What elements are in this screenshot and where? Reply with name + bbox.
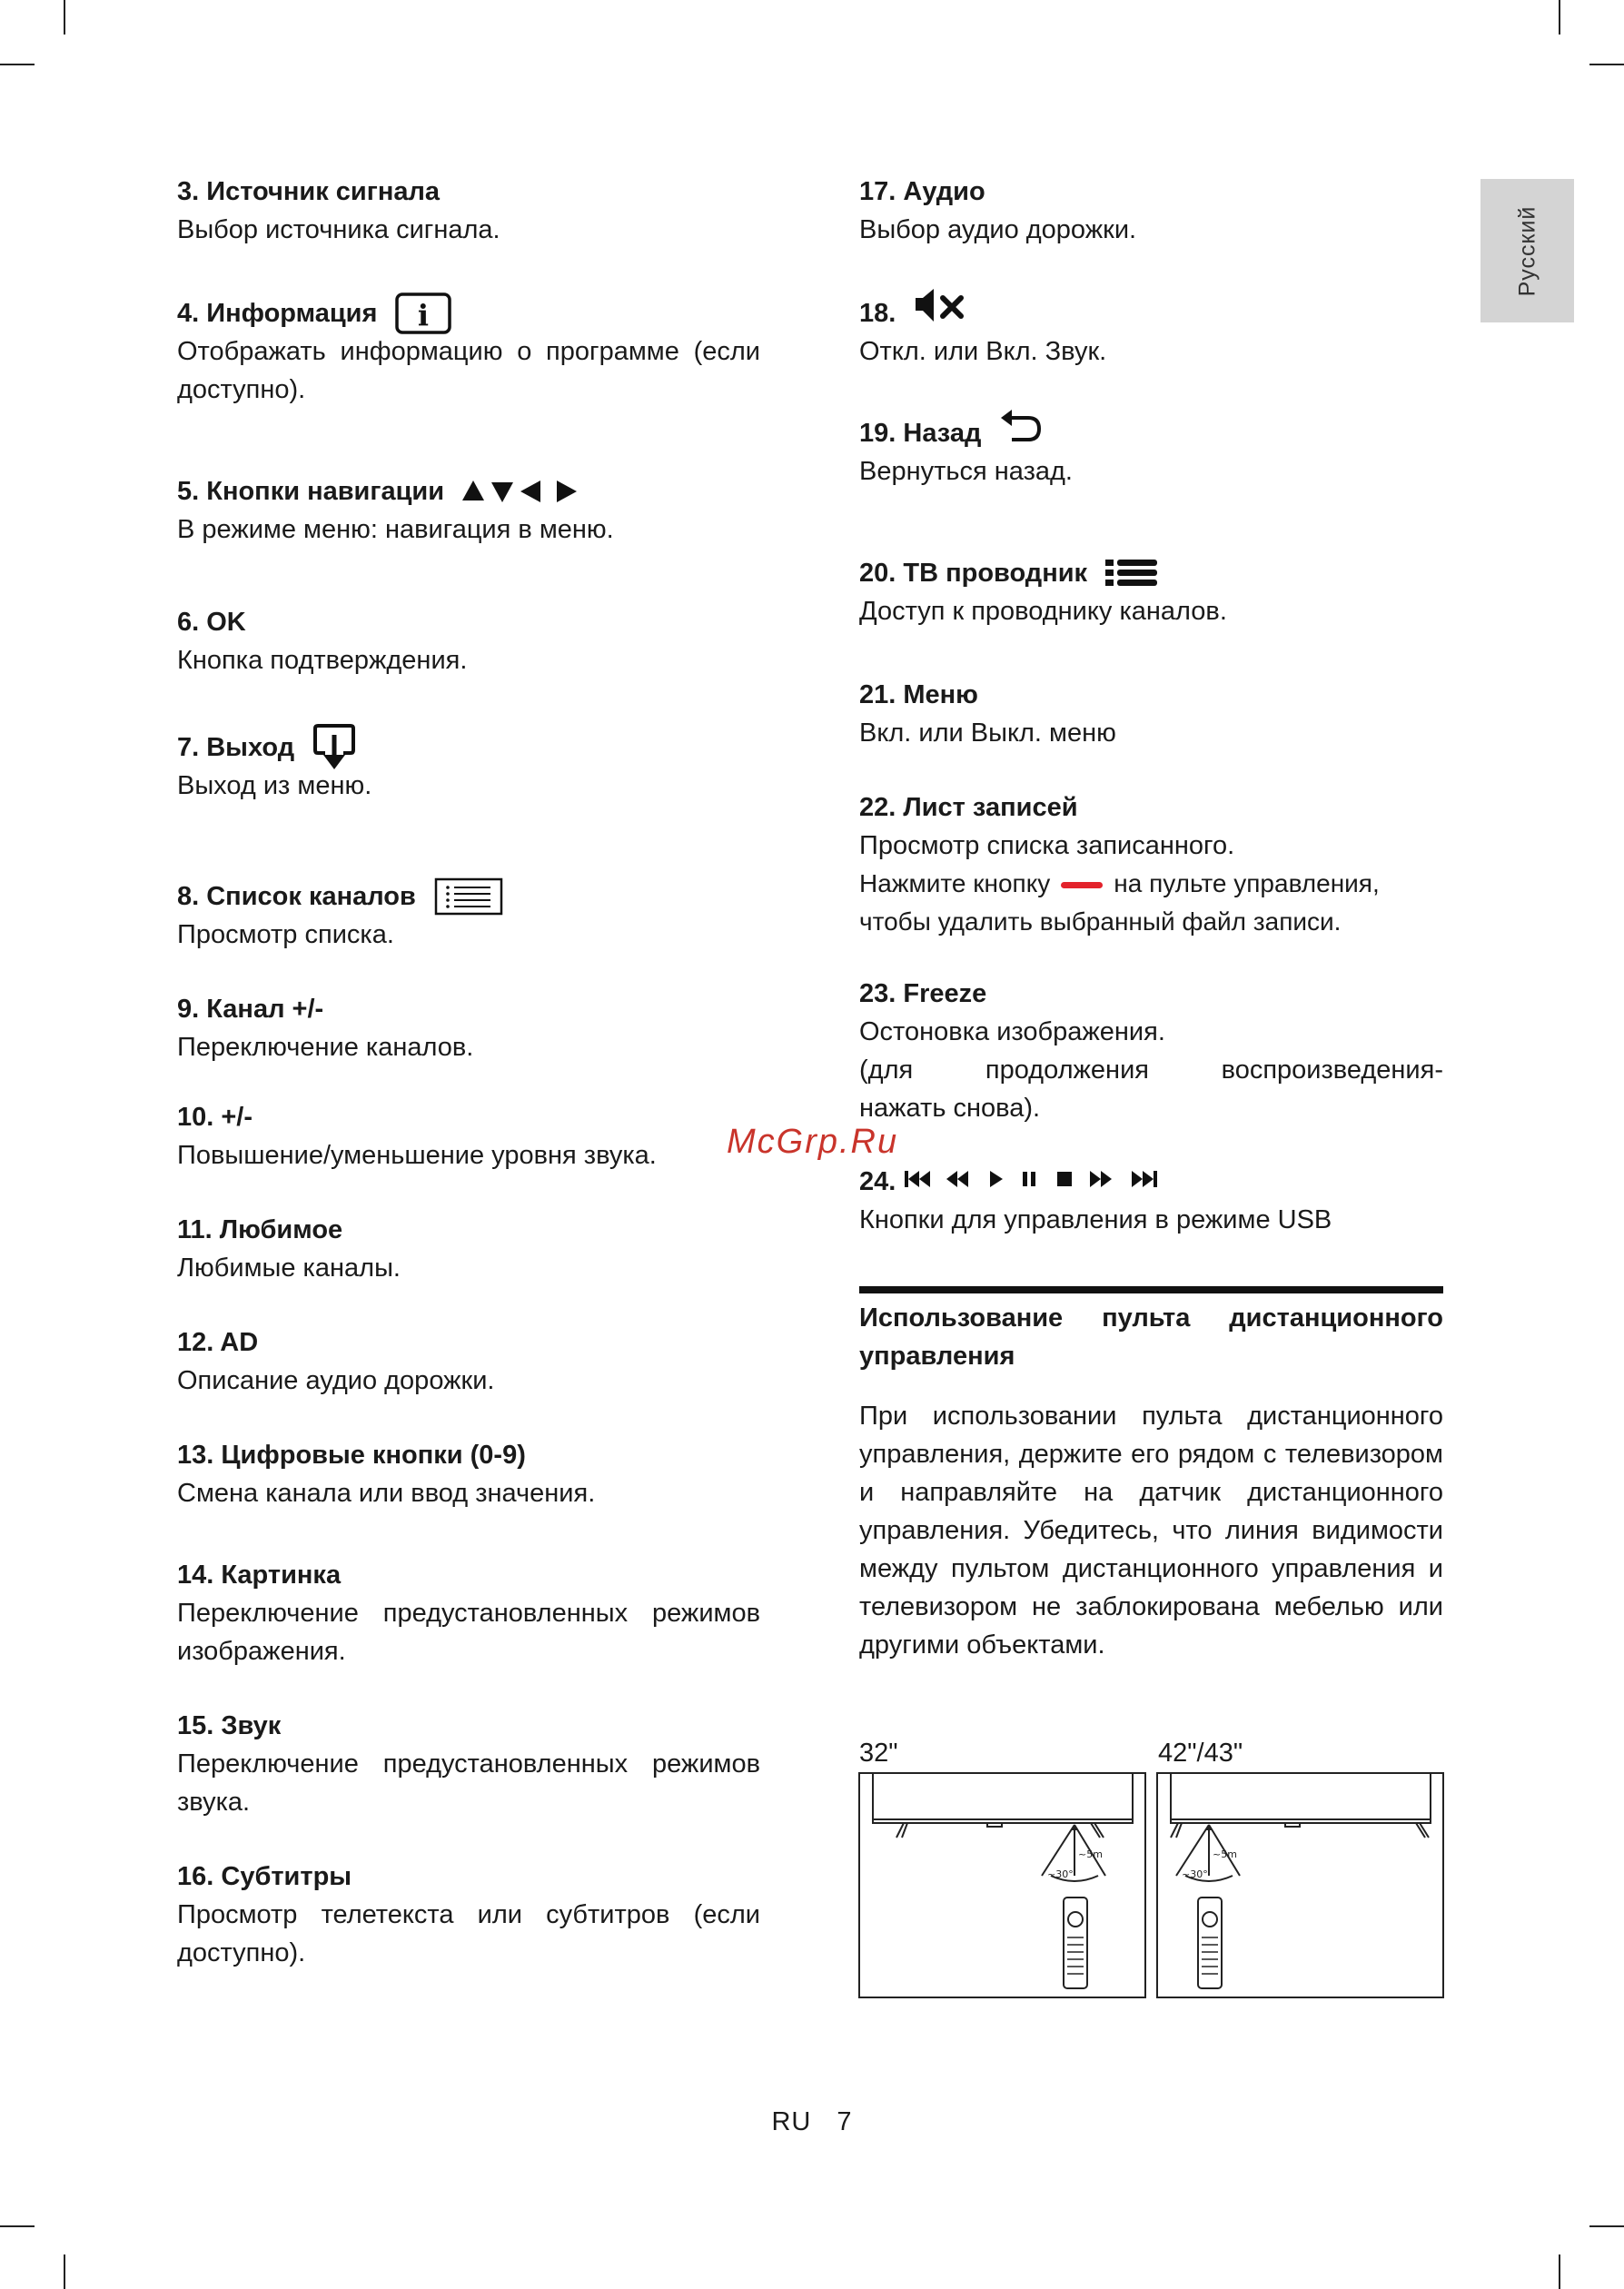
page-number: 7 (837, 2107, 853, 2136)
list-item (177, 990, 760, 1066)
back-icon (999, 409, 1043, 445)
list-item (177, 472, 760, 549)
crop-mark (1589, 2225, 1624, 2227)
list-item (177, 603, 760, 679)
crop-mark (0, 2225, 35, 2227)
list-item (859, 294, 1443, 371)
footer-language: RU (771, 2107, 812, 2136)
guide-icon (1105, 558, 1158, 589)
list-item (859, 975, 1443, 1127)
svg-text:i: i (418, 298, 430, 332)
mute-icon (914, 287, 966, 323)
item-heading: 15. Звук (177, 1711, 282, 1740)
navigation-arrows-icon (462, 479, 579, 504)
list-item (859, 173, 1443, 249)
item-note (859, 865, 1443, 903)
list-item (859, 1163, 1443, 1239)
item-description: Любимые каналы. (177, 1254, 401, 1283)
item-description: Описание аудио дорожки. (177, 1366, 495, 1395)
language-tab (1480, 179, 1574, 322)
item-description: Выбор аудио дорожки. (859, 215, 1137, 244)
item-description: Переключение каналов. (177, 1033, 474, 1062)
list-item (177, 877, 760, 954)
item-heading: 4. Информация (177, 299, 378, 328)
list-item (859, 554, 1443, 630)
item-description: Просмотр списка. (177, 920, 394, 949)
exit-icon (312, 724, 356, 771)
item-note-line: чтобы удалить выбранный файл записи. (859, 907, 1342, 936)
item-description: Переключение предустановленных режимов изображения. (177, 1599, 760, 1666)
item-heading: 20. ТВ проводник (859, 559, 1088, 588)
crop-mark (0, 64, 35, 65)
item-note-text: Нажмите кнопку (859, 869, 1051, 897)
item-description: Повышение/уменьшение уровня звука. (177, 1141, 657, 1170)
section-title (859, 1286, 1443, 1375)
item-heading: 14. Картинка (177, 1561, 342, 1590)
remote-range-diagram-32 (858, 1772, 1146, 1998)
info-icon (395, 292, 451, 334)
item-description: Переключение предустановленных режимов звука. (177, 1749, 760, 1817)
item-heading: 13. Цифровые кнопки (0-9) (177, 1441, 526, 1470)
item-heading: 12. AD (177, 1328, 259, 1357)
language-tab-label: Русский (1513, 205, 1540, 296)
item-heading: 9. Канал +/- (177, 995, 324, 1024)
list-item (177, 294, 760, 409)
usb-playback-controls-icon (903, 1167, 1172, 1191)
list-item (177, 1858, 760, 1972)
item-description: Просмотр телетекста или субтитров (если доступно). (177, 1900, 760, 1967)
item-description: нажать снова). (859, 1094, 1041, 1123)
item-description: Откл. или Вкл. Звук. (859, 337, 1107, 366)
list-item (859, 414, 1443, 490)
crop-mark (64, 0, 65, 35)
item-description: Просмотр списка записанного. (859, 831, 1235, 860)
item-description: Вернуться назад. (859, 457, 1073, 486)
item-note-text: на пульте управления, (1114, 869, 1380, 897)
item-description: Смена канала или ввод значения. (177, 1479, 596, 1508)
item-heading: 16. Субтитры (177, 1862, 352, 1891)
item-heading: 21. Меню (859, 680, 978, 709)
item-heading: 8. Список каналов (177, 882, 416, 911)
item-heading: 24. (859, 1167, 896, 1196)
item-description: В режиме меню: навигация в меню. (177, 515, 614, 544)
crop-mark (1559, 0, 1560, 35)
item-heading: 23. Freeze (859, 979, 987, 1008)
item-heading: 6. OK (177, 608, 246, 637)
item-heading: 11. Любимое (177, 1215, 343, 1244)
angle-label: ~30° (1182, 1868, 1208, 1880)
list-item (177, 1323, 760, 1400)
tv-remote-illustration (860, 1774, 1144, 1997)
list-item (177, 1707, 760, 1821)
item-heading: 7. Выход (177, 733, 295, 762)
list-item (177, 1436, 760, 1512)
item-description: Выбор источника сигнала. (177, 215, 500, 244)
distance-label: ~5m (1213, 1848, 1237, 1860)
item-description: (для продолжения воспроизведения- (859, 1055, 1443, 1085)
item-heading: 17. Аудио (859, 177, 985, 206)
diagram-label-42-43: 42"/43" (1158, 1739, 1243, 1768)
list-item (859, 676, 1443, 752)
item-description: Отображать информацию о программе (если доступно). (177, 337, 760, 404)
list-item (177, 1211, 760, 1287)
item-description: Остоновка изображения. (859, 1017, 1165, 1046)
channel-list-icon (434, 877, 503, 916)
watermark: McGrp.Ru (727, 1123, 899, 1161)
item-description: Выход из меню. (177, 771, 372, 800)
item-heading: 19. Назад (859, 419, 982, 448)
red-button-icon (1061, 882, 1103, 888)
item-description: Кнопки для управления в режиме USB (859, 1205, 1332, 1234)
item-heading: 10. +/- (177, 1103, 253, 1132)
section-title-line: управления (859, 1342, 1015, 1371)
crop-mark (1559, 2254, 1560, 2289)
item-description: Вкл. или Выкл. меню (859, 718, 1116, 748)
item-description: Доступ к проводнику каналов. (859, 597, 1227, 626)
item-heading: 22. Лист записей (859, 793, 1078, 822)
list-item (177, 728, 760, 805)
item-heading: 18. (859, 299, 896, 328)
section-title-line: Использование пульта дистанционного (859, 1303, 1443, 1333)
page-footer (0, 2107, 1624, 2137)
remote-range-diagram-42-43 (1156, 1772, 1444, 1998)
item-heading: 5. Кнопки навигации (177, 477, 445, 506)
list-item (177, 1098, 760, 1174)
list-item (177, 173, 760, 249)
tv-remote-illustration (1158, 1774, 1442, 1997)
section-body: При использовании пульта дистанционного управления, держите его рядом с телевизором и направляйте на датчик дистанционного управления. Убедитесь, что линия видимости между пультом дистанционного управления и телевизором не заблокирована мебелью или другими объектами. (859, 1402, 1443, 1660)
angle-label: ~30° (1047, 1868, 1074, 1880)
item-heading: 3. Источник сигнала (177, 177, 441, 206)
distance-label: ~5m (1078, 1848, 1103, 1860)
list-item (859, 788, 1443, 941)
crop-mark (64, 2254, 65, 2289)
crop-mark (1589, 64, 1624, 65)
diagram-label-32: 32" (859, 1739, 898, 1768)
item-description: Кнопка подтверждения. (177, 646, 468, 675)
list-item (177, 1556, 760, 1670)
